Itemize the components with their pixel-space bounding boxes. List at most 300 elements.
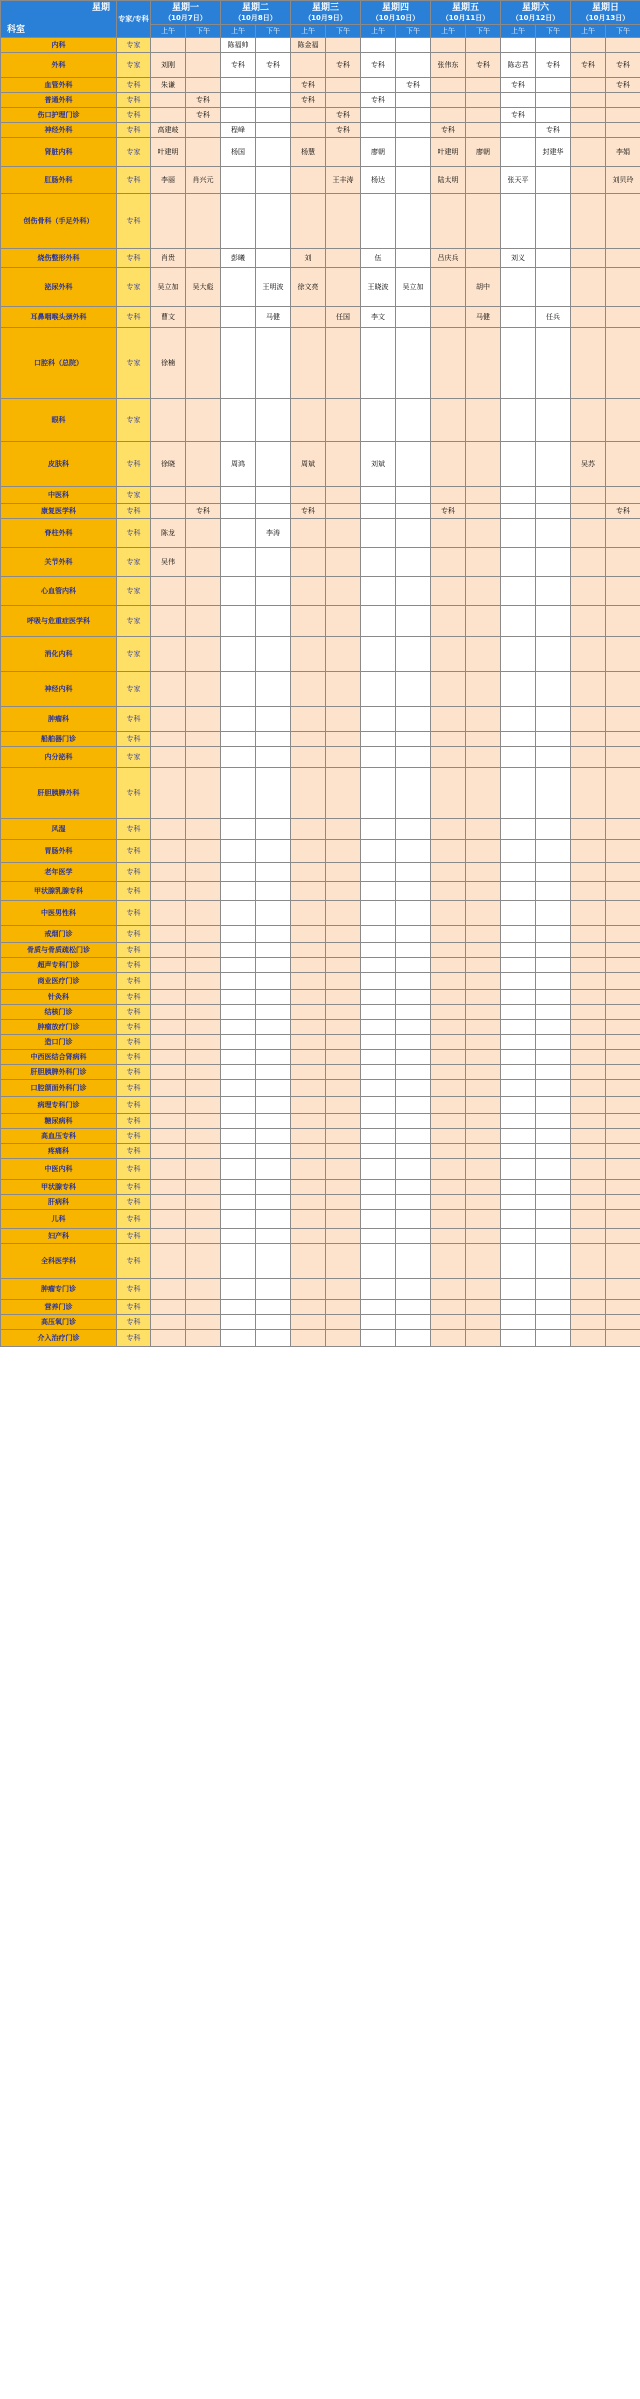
pm-slot	[466, 882, 501, 901]
pm-slot	[466, 442, 501, 487]
am-slot	[221, 194, 256, 249]
pm-slot	[536, 901, 571, 926]
am-slot	[431, 926, 466, 943]
pm-slot	[466, 637, 501, 672]
pm-slot	[256, 93, 291, 108]
pm-slot	[326, 1005, 361, 1020]
am-slot	[431, 328, 466, 399]
am-slot	[221, 973, 256, 990]
schedule-row	[1, 1195, 640, 1210]
am-slot	[501, 926, 536, 943]
am-slot	[291, 732, 326, 747]
pm-slot	[256, 606, 291, 637]
am-slot	[361, 1129, 396, 1144]
am-slot	[501, 882, 536, 901]
pm-slot	[396, 943, 431, 958]
am-slot: 伍	[361, 249, 396, 268]
pm-slot	[256, 1005, 291, 1020]
am-slot	[501, 747, 536, 768]
pm-slot	[466, 38, 501, 53]
pm-slot	[256, 926, 291, 943]
pm-slot	[186, 307, 221, 328]
pm-slot	[256, 1195, 291, 1210]
pm-slot	[606, 249, 640, 268]
pm-slot	[186, 637, 221, 672]
pm-slot	[186, 1279, 221, 1300]
pm-slot	[256, 1315, 291, 1330]
pm-slot	[606, 707, 640, 732]
pm-slot	[466, 1279, 501, 1300]
am-slot	[361, 768, 396, 819]
am-slot	[571, 1300, 606, 1315]
clinic-type: 专科	[117, 863, 151, 882]
department-name: 介入治疗门诊	[1, 1330, 117, 1347]
pm-slot	[186, 442, 221, 487]
am-slot	[221, 926, 256, 943]
pm-slot	[536, 577, 571, 606]
pm-slot	[606, 38, 640, 53]
day-date: （10月12日）	[511, 13, 560, 22]
pm-slot	[396, 504, 431, 519]
department-name: 口腔颌面外科门诊	[1, 1080, 117, 1097]
am-slot: 徐晓	[151, 442, 186, 487]
am-slot	[431, 990, 466, 1005]
am-slot: 陆太明	[431, 167, 466, 194]
department-name: 烧伤整形外科	[1, 249, 117, 268]
am-slot	[221, 747, 256, 768]
department-name: 戒烟门诊	[1, 926, 117, 943]
am-slot	[291, 123, 326, 138]
schedule-row	[1, 577, 640, 606]
am-slot	[361, 747, 396, 768]
clinic-type: 专科	[117, 1144, 151, 1159]
pm-slot	[466, 926, 501, 943]
clinic-type: 专科	[117, 973, 151, 990]
am-slot	[151, 487, 186, 504]
am-slot	[571, 926, 606, 943]
am-slot	[361, 882, 396, 901]
pm-slot	[186, 768, 221, 819]
pm-slot	[536, 1050, 571, 1065]
pm-slot	[256, 504, 291, 519]
pm-slot	[186, 1129, 221, 1144]
pm-slot	[256, 707, 291, 732]
pm-slot	[186, 732, 221, 747]
clinic-type: 专家	[117, 53, 151, 78]
pm-slot	[186, 577, 221, 606]
am-slot	[501, 990, 536, 1005]
pm-slot	[396, 1315, 431, 1330]
pm-slot	[466, 328, 501, 399]
pm-slot: 专科	[186, 504, 221, 519]
department-name: 脊柱外科	[1, 519, 117, 548]
am-slot	[221, 1129, 256, 1144]
am-slot	[501, 442, 536, 487]
am-slot	[571, 78, 606, 93]
department-name: 耳鼻咽喉头颈外科	[1, 307, 117, 328]
am-slot	[501, 1080, 536, 1097]
am-slot	[291, 108, 326, 123]
am-slot	[571, 1065, 606, 1080]
am-slot	[291, 328, 326, 399]
am-slot	[221, 1035, 256, 1050]
pm-slot	[186, 328, 221, 399]
schedule-row	[1, 973, 640, 990]
pm-slot	[606, 1180, 640, 1195]
am-slot	[361, 548, 396, 577]
pm-slot	[536, 732, 571, 747]
am-slot	[361, 973, 396, 990]
am-slot	[501, 1065, 536, 1080]
am-slot	[571, 548, 606, 577]
am-slot	[151, 1065, 186, 1080]
am-slot	[431, 768, 466, 819]
clinic-type: 专科	[117, 1315, 151, 1330]
schedule-row	[1, 78, 640, 93]
pm-slot: 专科	[186, 108, 221, 123]
department-name: 中西医结合肾病科	[1, 1050, 117, 1065]
am-slot	[151, 943, 186, 958]
pm-header: 下午	[466, 25, 501, 38]
pm-slot	[606, 606, 640, 637]
am-slot	[361, 1180, 396, 1195]
clinic-type: 专科	[117, 1300, 151, 1315]
am-slot	[431, 943, 466, 958]
am-slot	[291, 548, 326, 577]
am-slot: 高建岐	[151, 123, 186, 138]
am-slot	[151, 1080, 186, 1097]
am-slot	[501, 732, 536, 747]
am-slot	[221, 167, 256, 194]
pm-slot	[256, 747, 291, 768]
am-slot	[501, 1330, 536, 1347]
pm-slot	[606, 1065, 640, 1080]
pm-slot	[396, 519, 431, 548]
pm-slot	[606, 882, 640, 901]
pm-slot: 专科	[466, 53, 501, 78]
am-slot	[151, 1279, 186, 1300]
am-slot	[221, 1080, 256, 1097]
pm-slot	[606, 1300, 640, 1315]
am-slot: 专科	[361, 93, 396, 108]
pm-slot	[186, 38, 221, 53]
am-slot	[431, 1097, 466, 1114]
am-slot	[151, 926, 186, 943]
pm-slot	[186, 1159, 221, 1180]
am-slot	[431, 38, 466, 53]
pm-slot	[326, 442, 361, 487]
pm-slot	[186, 747, 221, 768]
pm-slot	[326, 138, 361, 167]
pm-slot	[466, 819, 501, 840]
am-slot	[431, 1114, 466, 1129]
am-slot	[221, 990, 256, 1005]
pm-slot	[536, 943, 571, 958]
clinic-type: 专科	[117, 442, 151, 487]
am-slot	[291, 1330, 326, 1347]
pm-slot	[606, 268, 640, 307]
schedule-row	[1, 926, 640, 943]
pm-slot	[326, 38, 361, 53]
am-slot	[571, 958, 606, 973]
pm-slot	[326, 577, 361, 606]
am-slot	[291, 768, 326, 819]
pm-slot	[326, 487, 361, 504]
clinic-type: 专科	[117, 1020, 151, 1035]
pm-slot	[536, 1005, 571, 1020]
department-name: 超声专科门诊	[1, 958, 117, 973]
pm-slot	[256, 973, 291, 990]
pm-slot	[606, 577, 640, 606]
am-slot	[221, 882, 256, 901]
schedule-row	[1, 519, 640, 548]
clinic-type: 专科	[117, 249, 151, 268]
pm-slot: 刘贝玲	[606, 167, 640, 194]
am-slot	[221, 504, 256, 519]
am-slot	[291, 487, 326, 504]
pm-slot	[326, 268, 361, 307]
pm-slot	[396, 707, 431, 732]
pm-slot	[606, 958, 640, 973]
clinic-type: 专科	[117, 819, 151, 840]
am-slot	[291, 1159, 326, 1180]
pm-slot	[536, 882, 571, 901]
clinic-type: 专科	[117, 504, 151, 519]
pm-slot	[536, 1244, 571, 1279]
pm-slot	[606, 307, 640, 328]
am-slot	[361, 1114, 396, 1129]
pm-slot	[256, 1080, 291, 1097]
pm-slot	[466, 747, 501, 768]
schedule-row	[1, 138, 640, 167]
am-slot	[291, 819, 326, 840]
pm-slot	[396, 901, 431, 926]
clinic-type: 专科	[117, 123, 151, 138]
am-slot	[291, 1180, 326, 1195]
am-slot: 徐文亮	[291, 268, 326, 307]
pm-slot	[606, 93, 640, 108]
am-slot	[221, 732, 256, 747]
pm-slot	[466, 1035, 501, 1050]
pm-slot	[466, 973, 501, 990]
department-name: 神经外科	[1, 123, 117, 138]
clinic-type: 专科	[117, 1229, 151, 1244]
am-slot	[151, 973, 186, 990]
pm-slot	[186, 399, 221, 442]
pm-slot	[536, 1065, 571, 1080]
am-slot	[361, 1279, 396, 1300]
pm-slot	[466, 249, 501, 268]
am-slot	[151, 1114, 186, 1129]
pm-slot	[396, 307, 431, 328]
am-slot	[571, 307, 606, 328]
pm-slot	[606, 1080, 640, 1097]
pm-slot	[326, 1159, 361, 1180]
pm-slot	[186, 943, 221, 958]
department-name: 神经内科	[1, 672, 117, 707]
schedule-row	[1, 1080, 640, 1097]
pm-slot: 王丰涛	[326, 167, 361, 194]
pm-slot	[606, 1114, 640, 1129]
clinic-type: 专科	[117, 732, 151, 747]
am-slot	[221, 943, 256, 958]
pm-slot	[186, 990, 221, 1005]
am-slot	[361, 1210, 396, 1229]
am-slot	[571, 268, 606, 307]
am-slot	[361, 1035, 396, 1050]
pm-slot	[396, 1210, 431, 1229]
pm-slot	[536, 1300, 571, 1315]
pm-slot	[396, 38, 431, 53]
am-slot	[291, 53, 326, 78]
pm-slot	[396, 1114, 431, 1129]
am-slot	[571, 1020, 606, 1035]
type-column-header: 专家/专科	[117, 1, 151, 38]
am-slot	[571, 93, 606, 108]
pm-slot	[396, 1244, 431, 1279]
am-slot	[221, 1005, 256, 1020]
pm-slot	[256, 943, 291, 958]
pm-slot	[186, 1035, 221, 1050]
pm-slot	[466, 108, 501, 123]
am-slot: 专科	[431, 123, 466, 138]
am-slot	[221, 1097, 256, 1114]
pm-slot	[606, 672, 640, 707]
pm-slot	[326, 399, 361, 442]
pm-slot	[536, 1080, 571, 1097]
schedule-row	[1, 268, 640, 307]
department-name: 结核门诊	[1, 1005, 117, 1020]
am-slot: 专科	[431, 504, 466, 519]
pm-slot	[186, 1080, 221, 1097]
clinic-type: 专科	[117, 1244, 151, 1279]
am-slot	[571, 1080, 606, 1097]
am-slot	[501, 577, 536, 606]
pm-slot	[606, 1229, 640, 1244]
am-slot	[501, 138, 536, 167]
am-slot	[221, 487, 256, 504]
am-slot	[501, 637, 536, 672]
pm-slot	[606, 768, 640, 819]
pm-slot	[606, 1195, 640, 1210]
am-slot	[291, 1005, 326, 1020]
day-name: 星期四	[382, 2, 410, 13]
pm-slot	[606, 548, 640, 577]
schedule-row	[1, 1159, 640, 1180]
pm-slot	[186, 1097, 221, 1114]
pm-slot	[466, 707, 501, 732]
am-slot	[571, 487, 606, 504]
pm-slot	[256, 1279, 291, 1300]
schedule-row	[1, 1020, 640, 1035]
clinic-type: 专科	[117, 93, 151, 108]
am-slot	[571, 108, 606, 123]
am-slot	[431, 442, 466, 487]
pm-slot	[466, 1097, 501, 1114]
pm-slot	[466, 901, 501, 926]
pm-slot	[256, 487, 291, 504]
pm-slot	[256, 399, 291, 442]
day-name: 星期日	[592, 2, 620, 13]
pm-slot	[396, 167, 431, 194]
schedule-row	[1, 840, 640, 863]
am-slot: 专科	[291, 93, 326, 108]
department-name: 伤口护理门诊	[1, 108, 117, 123]
am-header: 上午	[431, 25, 466, 38]
pm-slot	[606, 1005, 640, 1020]
department-name: 甲状腺专科	[1, 1180, 117, 1195]
am-slot	[501, 973, 536, 990]
pm-slot	[466, 606, 501, 637]
am-slot	[221, 1144, 256, 1159]
pm-slot	[606, 990, 640, 1005]
am-slot	[221, 606, 256, 637]
schedule-row	[1, 328, 640, 399]
am-slot	[291, 1229, 326, 1244]
pm-slot	[606, 1097, 640, 1114]
pm-slot	[256, 194, 291, 249]
am-slot	[151, 1315, 186, 1330]
pm-header: 下午	[536, 25, 571, 38]
am-slot	[151, 882, 186, 901]
am-slot	[571, 1195, 606, 1210]
am-slot	[151, 108, 186, 123]
am-slot	[361, 958, 396, 973]
schedule-row	[1, 882, 640, 901]
am-slot: 专科	[221, 53, 256, 78]
am-slot	[151, 1229, 186, 1244]
schedule-row	[1, 53, 640, 78]
department-name: 高血压专科	[1, 1129, 117, 1144]
am-slot	[151, 194, 186, 249]
pm-slot	[326, 973, 361, 990]
am-slot	[361, 1195, 396, 1210]
am-slot	[221, 672, 256, 707]
am-slot	[571, 1050, 606, 1065]
am-slot: 陈福帅	[221, 38, 256, 53]
am-slot	[431, 1195, 466, 1210]
am-slot	[291, 307, 326, 328]
am-slot: 叶建明	[151, 138, 186, 167]
am-slot	[571, 732, 606, 747]
pm-slot	[606, 819, 640, 840]
am-slot	[431, 606, 466, 637]
am-slot	[431, 1144, 466, 1159]
department-name: 疼痛科	[1, 1144, 117, 1159]
am-slot	[571, 1144, 606, 1159]
pm-slot	[536, 1180, 571, 1195]
schedule-row	[1, 958, 640, 973]
am-slot	[361, 926, 396, 943]
pm-slot	[256, 819, 291, 840]
am-slot	[571, 328, 606, 399]
pm-slot	[396, 399, 431, 442]
pm-slot	[326, 606, 361, 637]
am-slot	[571, 943, 606, 958]
am-slot	[221, 901, 256, 926]
pm-slot	[396, 732, 431, 747]
am-slot	[221, 1195, 256, 1210]
pm-slot	[396, 138, 431, 167]
pm-slot	[256, 672, 291, 707]
pm-slot	[186, 958, 221, 973]
pm-slot	[466, 1080, 501, 1097]
clinic-type: 专科	[117, 519, 151, 548]
pm-slot	[536, 1159, 571, 1180]
department-name: 营养门诊	[1, 1300, 117, 1315]
am-slot	[571, 768, 606, 819]
am-slot	[431, 1020, 466, 1035]
